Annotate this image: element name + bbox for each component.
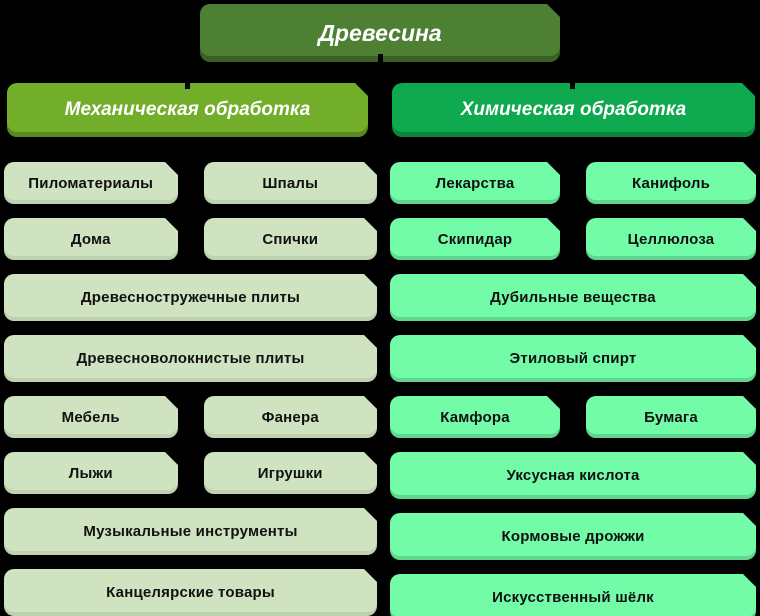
item-label: Скипидар: [437, 230, 513, 248]
item-label: Кормовые дрожжи: [501, 528, 645, 545]
item-box: [4, 274, 377, 321]
item-label: Лыжи: [68, 464, 113, 482]
item-row: [390, 218, 756, 260]
item-label: Дома: [70, 230, 111, 248]
item-box: [204, 396, 378, 438]
root-node-label: Древесина: [318, 19, 442, 46]
item-label: Канцелярские товары: [106, 584, 275, 601]
item-label: Пиломатериалы: [28, 174, 154, 192]
item-row: [4, 274, 377, 321]
item-row: [390, 162, 756, 204]
item-row: [390, 574, 756, 616]
item-label: Уксусная кислота: [506, 467, 640, 484]
item-label: Канифоль: [631, 174, 711, 192]
item-row: [4, 162, 377, 204]
item-box: [390, 574, 756, 616]
item-box: [390, 218, 560, 260]
item-row: [390, 396, 756, 438]
item-label: Лекарства: [435, 174, 515, 192]
item-label: Древесностружечные плиты: [80, 289, 301, 306]
item-box: [204, 218, 378, 260]
item-box: [4, 335, 377, 382]
item-box: [586, 396, 756, 438]
item-row: [4, 218, 377, 260]
item-label: Спички: [262, 230, 319, 248]
item-row: [390, 452, 756, 499]
item-box: [390, 335, 756, 382]
item-box: [4, 162, 178, 204]
item-label: Мебель: [61, 408, 120, 426]
item-box: [390, 513, 756, 560]
branch-header-label: Химическая обработка: [460, 99, 687, 120]
item-box: [390, 452, 756, 499]
item-label: Шпалы: [262, 174, 319, 192]
item-box: [390, 274, 756, 321]
item-row: [390, 274, 756, 321]
item-label: Камфора: [440, 408, 510, 426]
item-label: Дубильные вещества: [490, 289, 656, 306]
item-box: [4, 569, 377, 616]
item-row: [390, 335, 756, 382]
item-box: [586, 162, 756, 204]
chemical-items-column: [390, 162, 756, 616]
item-box: [390, 396, 560, 438]
item-label: Искусственный шёлк: [492, 589, 654, 606]
item-box: [204, 162, 378, 204]
item-label: Целлюлоза: [627, 230, 715, 248]
item-label: Бумага: [644, 408, 698, 426]
item-row: [4, 508, 377, 555]
connector-stub: [378, 54, 383, 63]
branch-header-chemical: [392, 83, 755, 137]
item-box: [4, 452, 178, 494]
item-row: [4, 452, 377, 494]
connector-stub: [570, 83, 575, 89]
item-box: [390, 162, 560, 204]
connector-stub: [185, 83, 190, 89]
item-label: Древесноволокнистые плиты: [76, 350, 305, 367]
item-label: Фанера: [261, 408, 319, 426]
item-box: [586, 218, 756, 260]
item-row: [390, 513, 756, 560]
item-label: Музыкальные инструменты: [83, 523, 298, 540]
item-row: [4, 396, 377, 438]
mechanical-items-column: [4, 162, 377, 616]
branch-header-mechanical: [7, 83, 368, 137]
item-row: [4, 569, 377, 616]
branch-header-label: Механическая обработка: [64, 99, 311, 120]
item-label: Игрушки: [257, 464, 323, 482]
item-box: [204, 452, 378, 494]
item-box: [4, 396, 178, 438]
item-label: Этиловый спирт: [509, 350, 637, 367]
item-row: [4, 335, 377, 382]
item-box: [4, 218, 178, 260]
item-box: [4, 508, 377, 555]
